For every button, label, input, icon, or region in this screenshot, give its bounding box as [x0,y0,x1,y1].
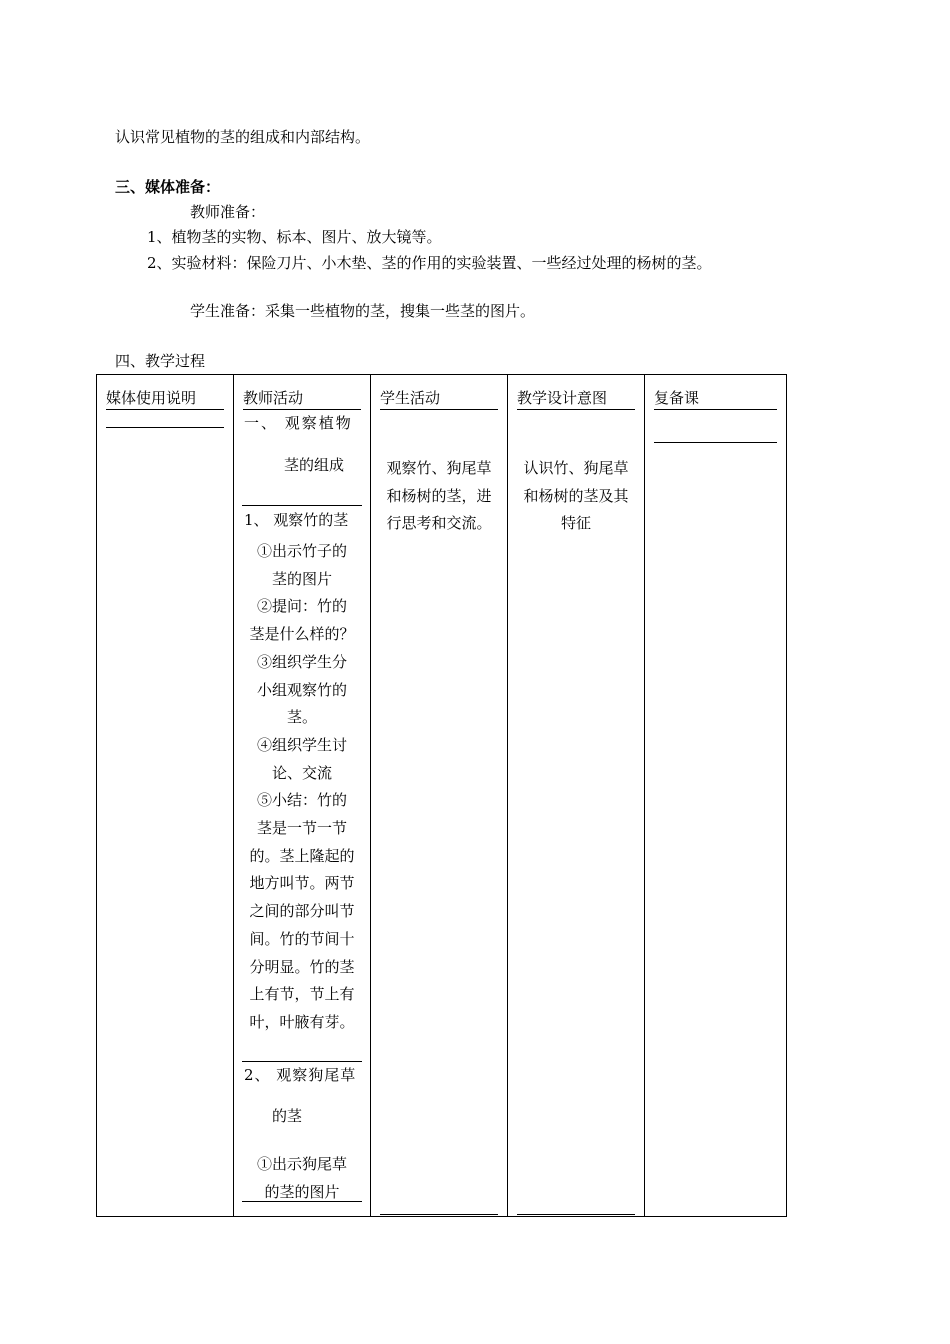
header-teacher-activity: 教师活动 [243,387,361,410]
sub1-step-line: 间。竹的节间十 [249,929,355,948]
sub1-step-line: 茎。 [286,708,317,727]
prep-item-1: 1、植物茎的实物、标本、图片、放大镜等。 [147,228,442,246]
header-student-activity: 学生活动 [380,387,498,410]
header-media-usage: 媒体使用说明 [106,387,224,410]
teacher-activity-column [234,375,371,1217]
student-activity-line: 和杨树的茎，进 [386,486,492,505]
sub2-divider [242,1061,362,1062]
sub1-step-line: 论、交流 [271,763,332,782]
section4-heading: 四、教学过程 [115,352,206,370]
sub1-step-line: 茎是什么样的？ [249,625,355,644]
design-intent-line: 认识竹、狗尾草 [523,459,629,477]
intent-col-bottom-line [517,1214,635,1215]
teaching-process-table [96,374,787,1217]
student-activity-line: 观察竹、狗尾草 [386,459,492,477]
header-design-intent: 教学设计意图 [517,387,635,410]
sub1-step-line: 的。茎上隆起的 [249,846,355,865]
sub1-step-line: 地方叫节。两节 [249,874,355,893]
sub1-step-line: 茎是一节一节 [256,819,347,837]
sub1-step-line: ③组织学生分 [256,652,347,671]
re-prep-column [645,375,787,1217]
prep-item-2: 2、实验材料：保险刀片、小木垫、茎的作用的实验装置、一些经过处理的杨树的茎。 [147,254,712,272]
sub1-step-line: ④组织学生讨 [256,735,347,754]
teacher-col-bottom-line [242,1201,362,1202]
sub1-step-line: 小组观察竹的 [256,680,347,699]
student-activity-column [371,375,508,1217]
sub2-step-line: ①出示狗尾草 [256,1155,347,1173]
student-col-bottom-line [380,1214,498,1215]
student-activity-line: 行思考和交流。 [386,514,492,533]
design-intent-column [508,375,645,1217]
design-intent-line: 特征 [560,514,591,533]
sub1-step-line: 之间的部分叫节 [249,902,355,921]
sub1-step-line: 上有节，节上有 [249,985,355,1004]
sub2-step-line: 的茎的图片 [264,1182,340,1201]
sub1-step-line: ②提问：竹的 [256,597,347,616]
part1-divider [242,505,362,506]
re-prep-blank-line [654,442,777,443]
part1-title-line1: 一、 观察植物 [244,414,353,432]
intro-text: 认识常见植物的茎的组成和内部结构。 [115,128,371,146]
design-intent-line: 和杨树的茎及其 [523,486,629,505]
part1-title-line2: 茎的组成 [284,456,345,474]
sub1-step-line: 茎的图片 [271,569,332,588]
section3-heading: 三、媒体准备： [115,178,221,196]
media-usage-blank-line [106,427,224,428]
teacher-prep-label: 教师准备： [190,203,266,221]
sub2-title-line1: 2、 观察狗尾草 [244,1066,357,1084]
header-re-prep: 复备课 [654,387,777,410]
sub1-step-line: 叶，叶腋有芽。 [249,1012,355,1031]
sub2-title-line2: 的茎 [272,1107,303,1125]
sub1-step-line: 分明显。竹的茎 [249,957,355,976]
sub1-step-line: ⑤小结：竹的 [256,791,347,810]
media-usage-column [97,375,234,1217]
sub1-title: 1、 观察竹的茎 [244,511,349,529]
sub1-step-line: ①出示竹子的 [256,542,347,560]
student-prep: 学生准备：采集一些植物的茎，搜集一些茎的图片。 [190,302,536,320]
